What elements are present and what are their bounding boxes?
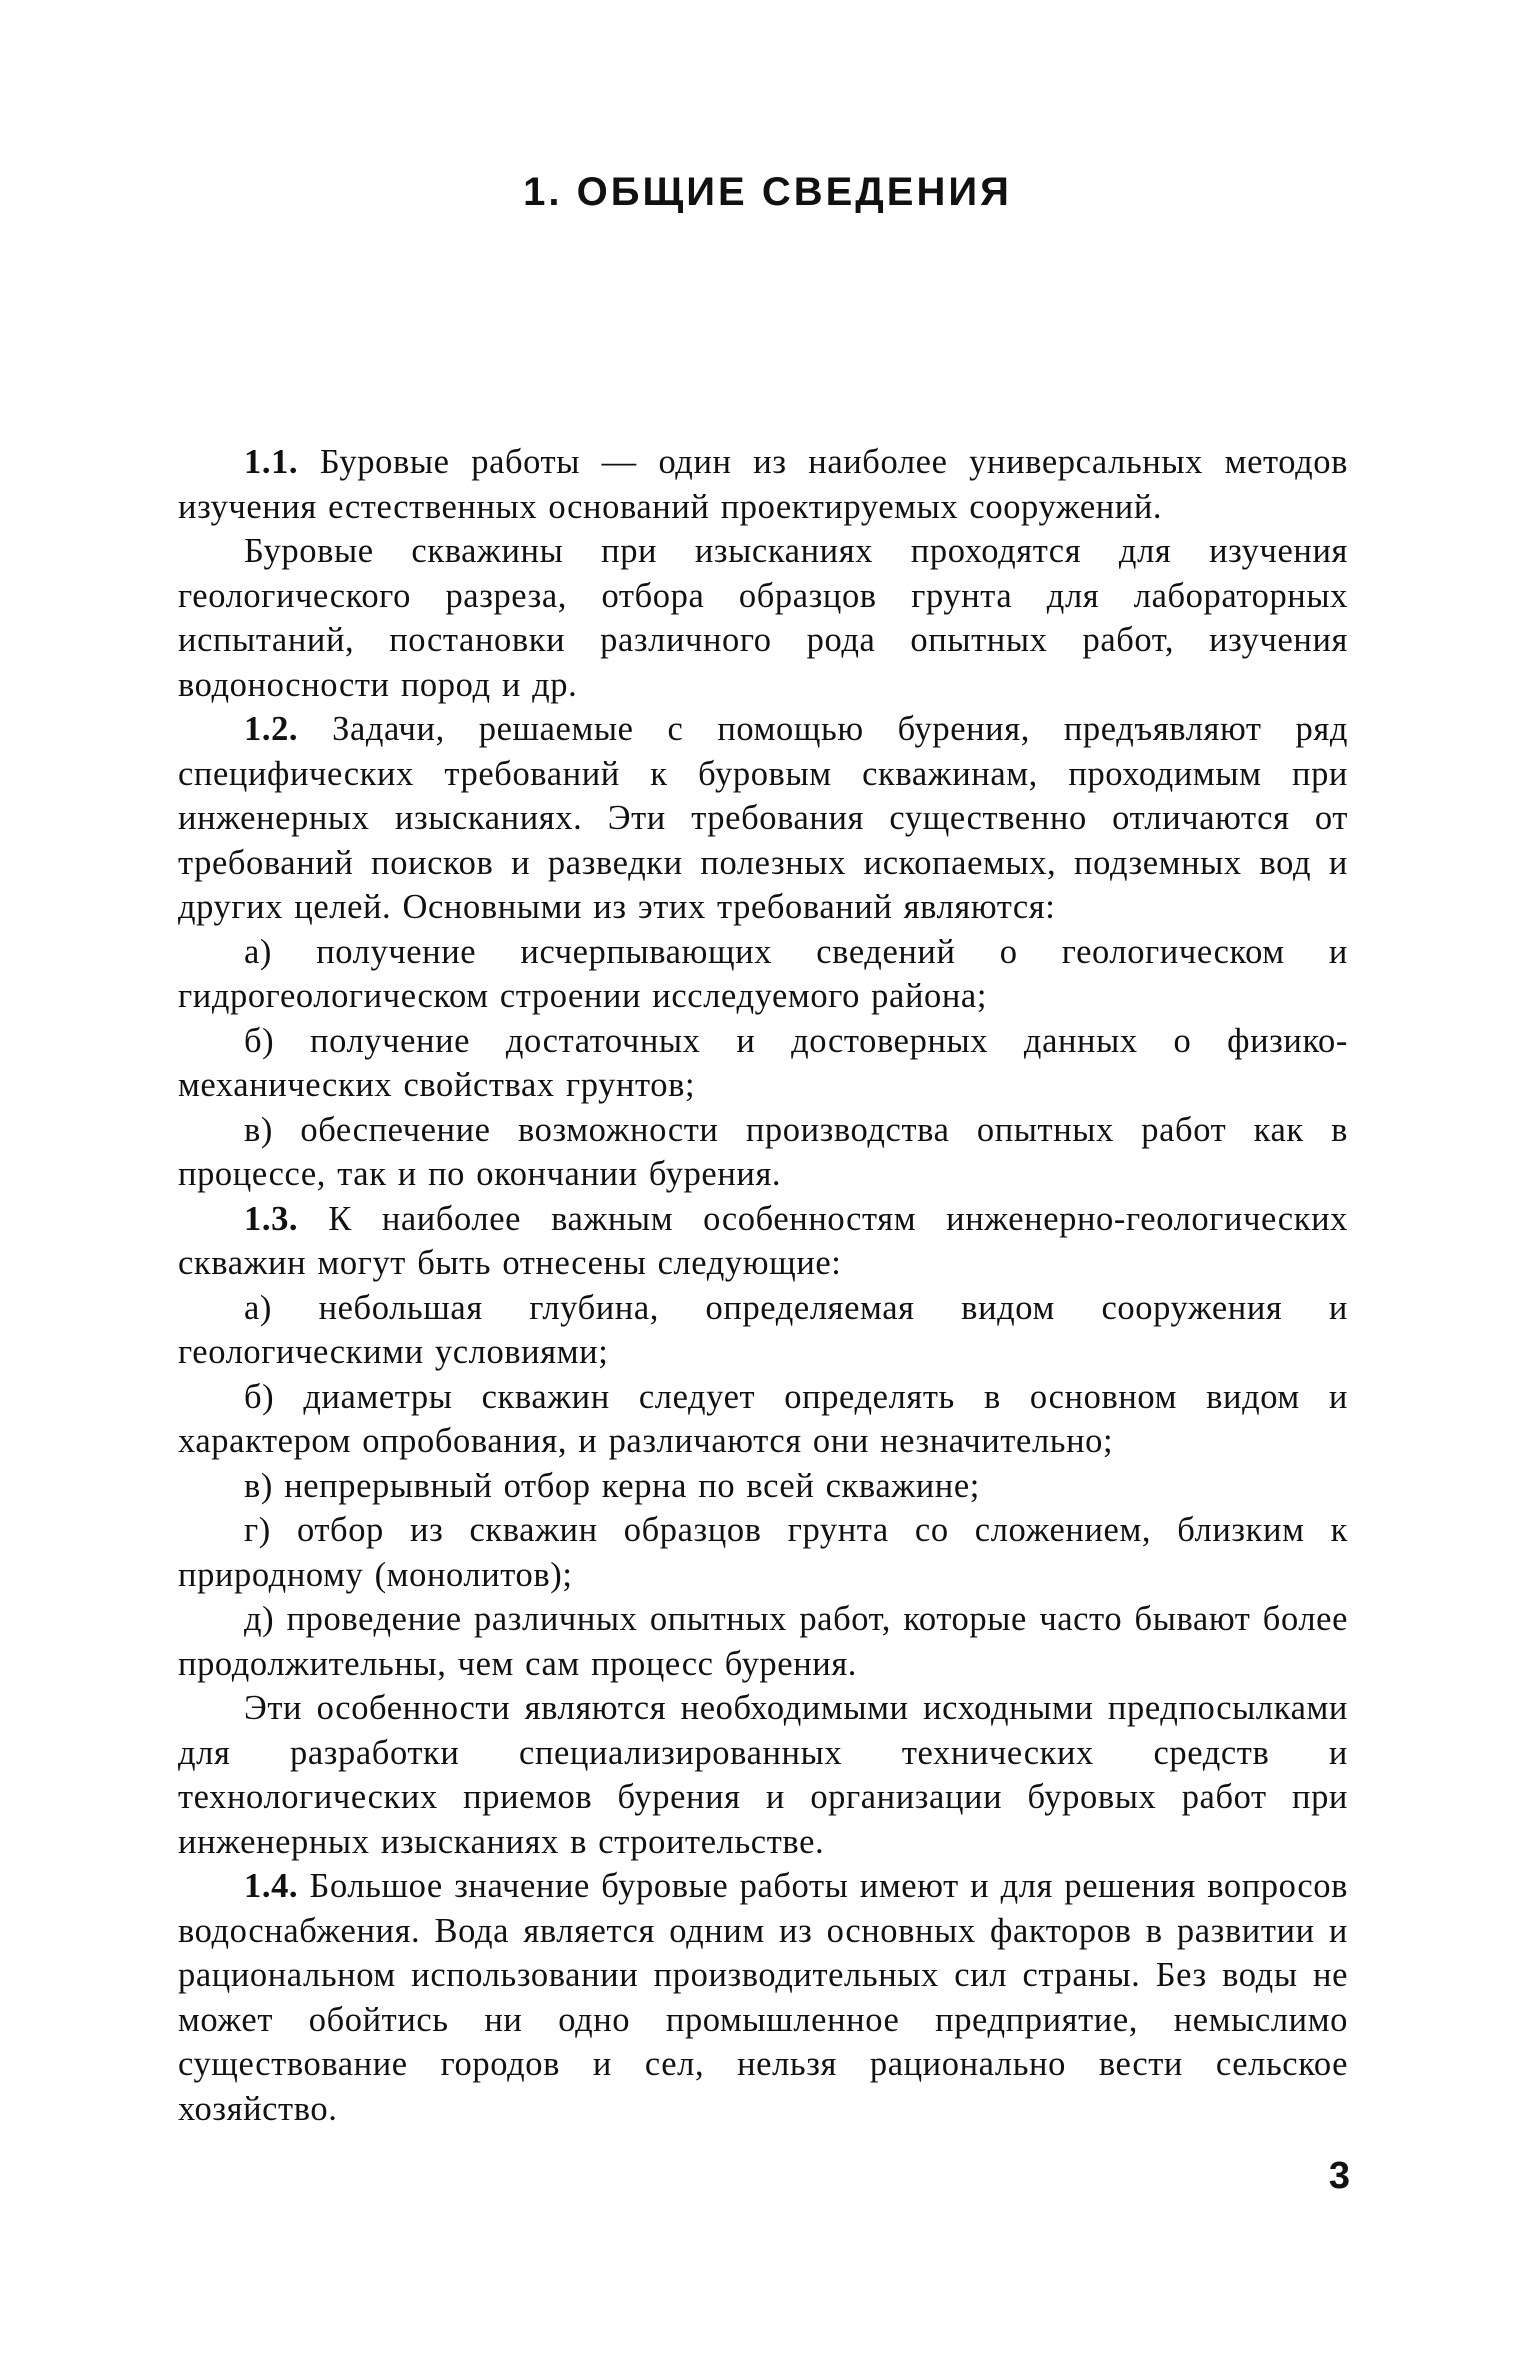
list-item: д) проведение различных опытных работ, которые часто бывают более продолжительны, чем сам процесс бурения. <box>178 1600 1348 1683</box>
page-number: 3 <box>1328 2155 1350 2197</box>
list-item: б) получение достаточных и достоверных данных о физико-механических свойствах грунтов; <box>178 1021 1348 1104</box>
list-item: а) небольшая глубина, определяемая видом сооружения и геологическими условиями; <box>178 1288 1348 1371</box>
paragraph-text: Большое значение буровые работы имеют и для решения вопросов водоснабжения. Вода является одним из основных факторов в развитии и рациональном использовании производительных сил страны. Без воды не может обойтись ни одно промышленное предприятие, немыслимо существование городов и сел, нельзя рационально вести сельское хозяйство. <box>178 1867 1348 2128</box>
paragraph-1-3-closing: Эти особенности являются необходимыми исходными предпосылками для разработки специализированных технических средств и технологических приемов бурения и организации буровых работ при инженерных изысканиях в строительстве. <box>178 1689 1348 1861</box>
paragraph-1-1 <box>178 440 1348 529</box>
section-number: 1.4. <box>244 1867 299 1905</box>
paragraph-1-1-continuation: Буровые скважины при изысканиях проходятся для изучения геологического разреза, отбора образцов грунта для лабораторных испытаний, постановки различного рода опытных работ, изучения водоносности пород и др. <box>178 532 1348 704</box>
section-number: 1.1. <box>244 443 299 481</box>
paragraph-text: К наиболее важным особенностям инженерно-геологических скважин могут быть отнесены следующие: <box>178 1199 1348 1282</box>
section-number: 1.3. <box>244 1199 299 1238</box>
page-title: 1. ОБЩИЕ СВЕДЕНИЯ <box>523 170 1012 214</box>
paragraph-text: Буровые работы — один из наиболее универсальных методов изучения естественных оснований проектируемых сооружений. <box>178 443 1348 526</box>
list-item: г) отбор из скважин образцов грунта со сложением, близким к природному (монолитов); <box>178 1511 1348 1594</box>
list-item: б) диаметры скважин следует определять в основном видом и характером опробования, и различаются они незначительно; <box>178 1377 1348 1460</box>
document-body <box>178 440 1348 2131</box>
paragraph-1-4 <box>178 1864 1348 2131</box>
list-item: в) непрерывный отбор керна по всей скважине; <box>244 1466 980 1505</box>
section-number: 1.2. <box>244 710 299 748</box>
list-item: в) обеспечение возможности производства опытных работ как в процессе, так и по окончании бурения. <box>178 1110 1348 1193</box>
paragraph-text: Задачи, решаемые с помощью бурения, предъявляют ряд специфических требований к буровым скважинам, проходимым при инженерных изысканиях. Эти требования существенно отличаются от требований поисков и разведки полезных ископаемых, подземных вод и других целей. Основными из этих требований являются: <box>178 710 1348 926</box>
list-item: а) получение исчерпывающих сведений о геологическом и гидрогеологическом строении исследуемого района; <box>178 932 1348 1015</box>
paragraph-1-2 <box>178 707 1348 930</box>
paragraph-1-3 <box>178 1197 1348 1286</box>
